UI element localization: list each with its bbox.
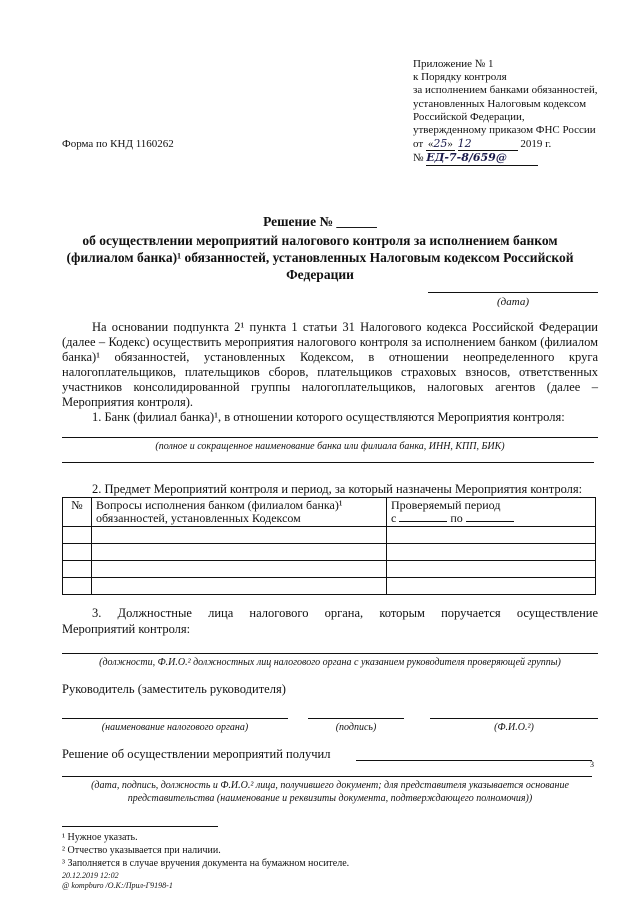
- fio-line[interactable]: [430, 718, 598, 719]
- officials-caption: (должности, Ф.И.О.² должностных лиц налогового органа с указанием руководителя проверяющей группы): [99, 657, 561, 668]
- document-title-number: Решение № ______: [263, 214, 377, 229]
- control-table: [62, 497, 596, 595]
- org-name-caption: (наименование налогового органа): [101, 722, 249, 733]
- head-label: Руководитель (заместитель руководителя): [62, 682, 286, 696]
- footnote: ³ Заполняется в случае вручения документа на бумажном носителе.: [62, 858, 350, 869]
- item-3-label: 3. Должностные лица налогового органа, которым поручается осуществление: [92, 606, 598, 620]
- bank-name-line-2[interactable]: [62, 462, 594, 463]
- bank-name-caption: (полное и сокращенное наименование банка или филиала банка, ИНН, КПП, БИК): [155, 441, 505, 452]
- footnote: ² Отчество указывается при наличии.: [62, 845, 221, 856]
- date-field-line[interactable]: [428, 292, 598, 293]
- table-row[interactable]: [63, 578, 596, 595]
- fio-caption: (Ф.И.О.²): [494, 722, 534, 733]
- footnote: ¹ Нужное указать.: [62, 832, 138, 843]
- date-caption: (дата): [497, 296, 529, 308]
- footnote-separator: [62, 826, 218, 827]
- tech-stamp-2: @ kompburo /О.К:/Прил-Г9198-1: [62, 881, 173, 890]
- tech-stamp-1: 20.12.2019 12:02: [62, 871, 119, 880]
- received-line[interactable]: [356, 760, 592, 761]
- appendix-block: [413, 58, 613, 166]
- item-2-label: 2. Предмет Мероприятий контроля и период, за который назначены Мероприятия контроля:: [92, 482, 583, 496]
- document-title-line: Федерации: [286, 267, 354, 282]
- appendix-line: утвержденному приказом ФНС России: [413, 124, 596, 137]
- table-row[interactable]: [63, 544, 596, 561]
- appendix-line: установленных Налоговым кодексом: [413, 97, 587, 110]
- appendix-number: № ЕД-7-8/659@: [413, 151, 613, 165]
- received-line-2[interactable]: [62, 776, 592, 777]
- bank-name-line[interactable]: [62, 437, 598, 438]
- item-1-label: 1. Банк (филиал банка)¹, в отношении которого осуществляются Мероприятия контроля:: [92, 410, 565, 424]
- header-questions: Вопросы исполнения банком (филиалом банка)¹ обязанностей, установленных Кодексом: [92, 498, 387, 527]
- appendix-date: от «25» 12 2019 г.: [413, 137, 552, 151]
- signature-line[interactable]: [308, 718, 404, 719]
- item-3-label-cont: Мероприятий контроля:: [62, 622, 191, 636]
- document-title-line: об осуществлении мероприятий налогового контроля за исполнением банком: [82, 233, 558, 248]
- header-period: Проверяемый период с по: [387, 498, 596, 527]
- table-row[interactable]: [63, 527, 596, 544]
- intro-paragraph: На основании подпункта 2¹ пункта 1 статьи 31 Налогового кодекса Российской Федерации (далее – Кодекс) осуществить мероприятия налогового контроля за исполнением банком (филиалом банка)¹ обязанностей, установленных Кодексом, в отношении неопределенного круга налогоплательщиков, плательщиков сборов, плательщиков страховых взносов, ответственных участников консолидированной группы налогоплательщиков, налоговых агентов (далее – Мероприятия контроля).: [62, 320, 598, 409]
- table-header-row: [63, 498, 596, 527]
- org-name-line[interactable]: [62, 718, 288, 719]
- received-caption-2: представительства (наименование и реквизиты документа, подтверждающего полномочия)): [127, 793, 533, 804]
- form-code: Форма по КНД 1160262: [62, 138, 174, 150]
- received-footnote-mark: 3: [590, 760, 594, 769]
- appendix-line: Российской Федерации,: [413, 110, 525, 123]
- table-row[interactable]: [63, 561, 596, 578]
- appendix-line: за исполнением банками обязанностей,: [413, 84, 598, 97]
- officials-line[interactable]: [62, 653, 598, 654]
- appendix-line: к Порядку контроля: [413, 71, 507, 84]
- signature-caption: (подпись): [335, 722, 377, 733]
- appendix-line: Приложение № 1: [413, 58, 494, 70]
- header-number: №: [63, 498, 92, 527]
- document-title-line: (филиалом банка)¹ обязанностей, установленных Налоговым кодексом Российской: [66, 250, 574, 265]
- received-caption-1: (дата, подпись, должность и Ф.И.О.² лица, получившего документ; для представителя указывается основание: [91, 780, 569, 791]
- received-label: Решение об осуществлении мероприятий получил: [62, 747, 331, 761]
